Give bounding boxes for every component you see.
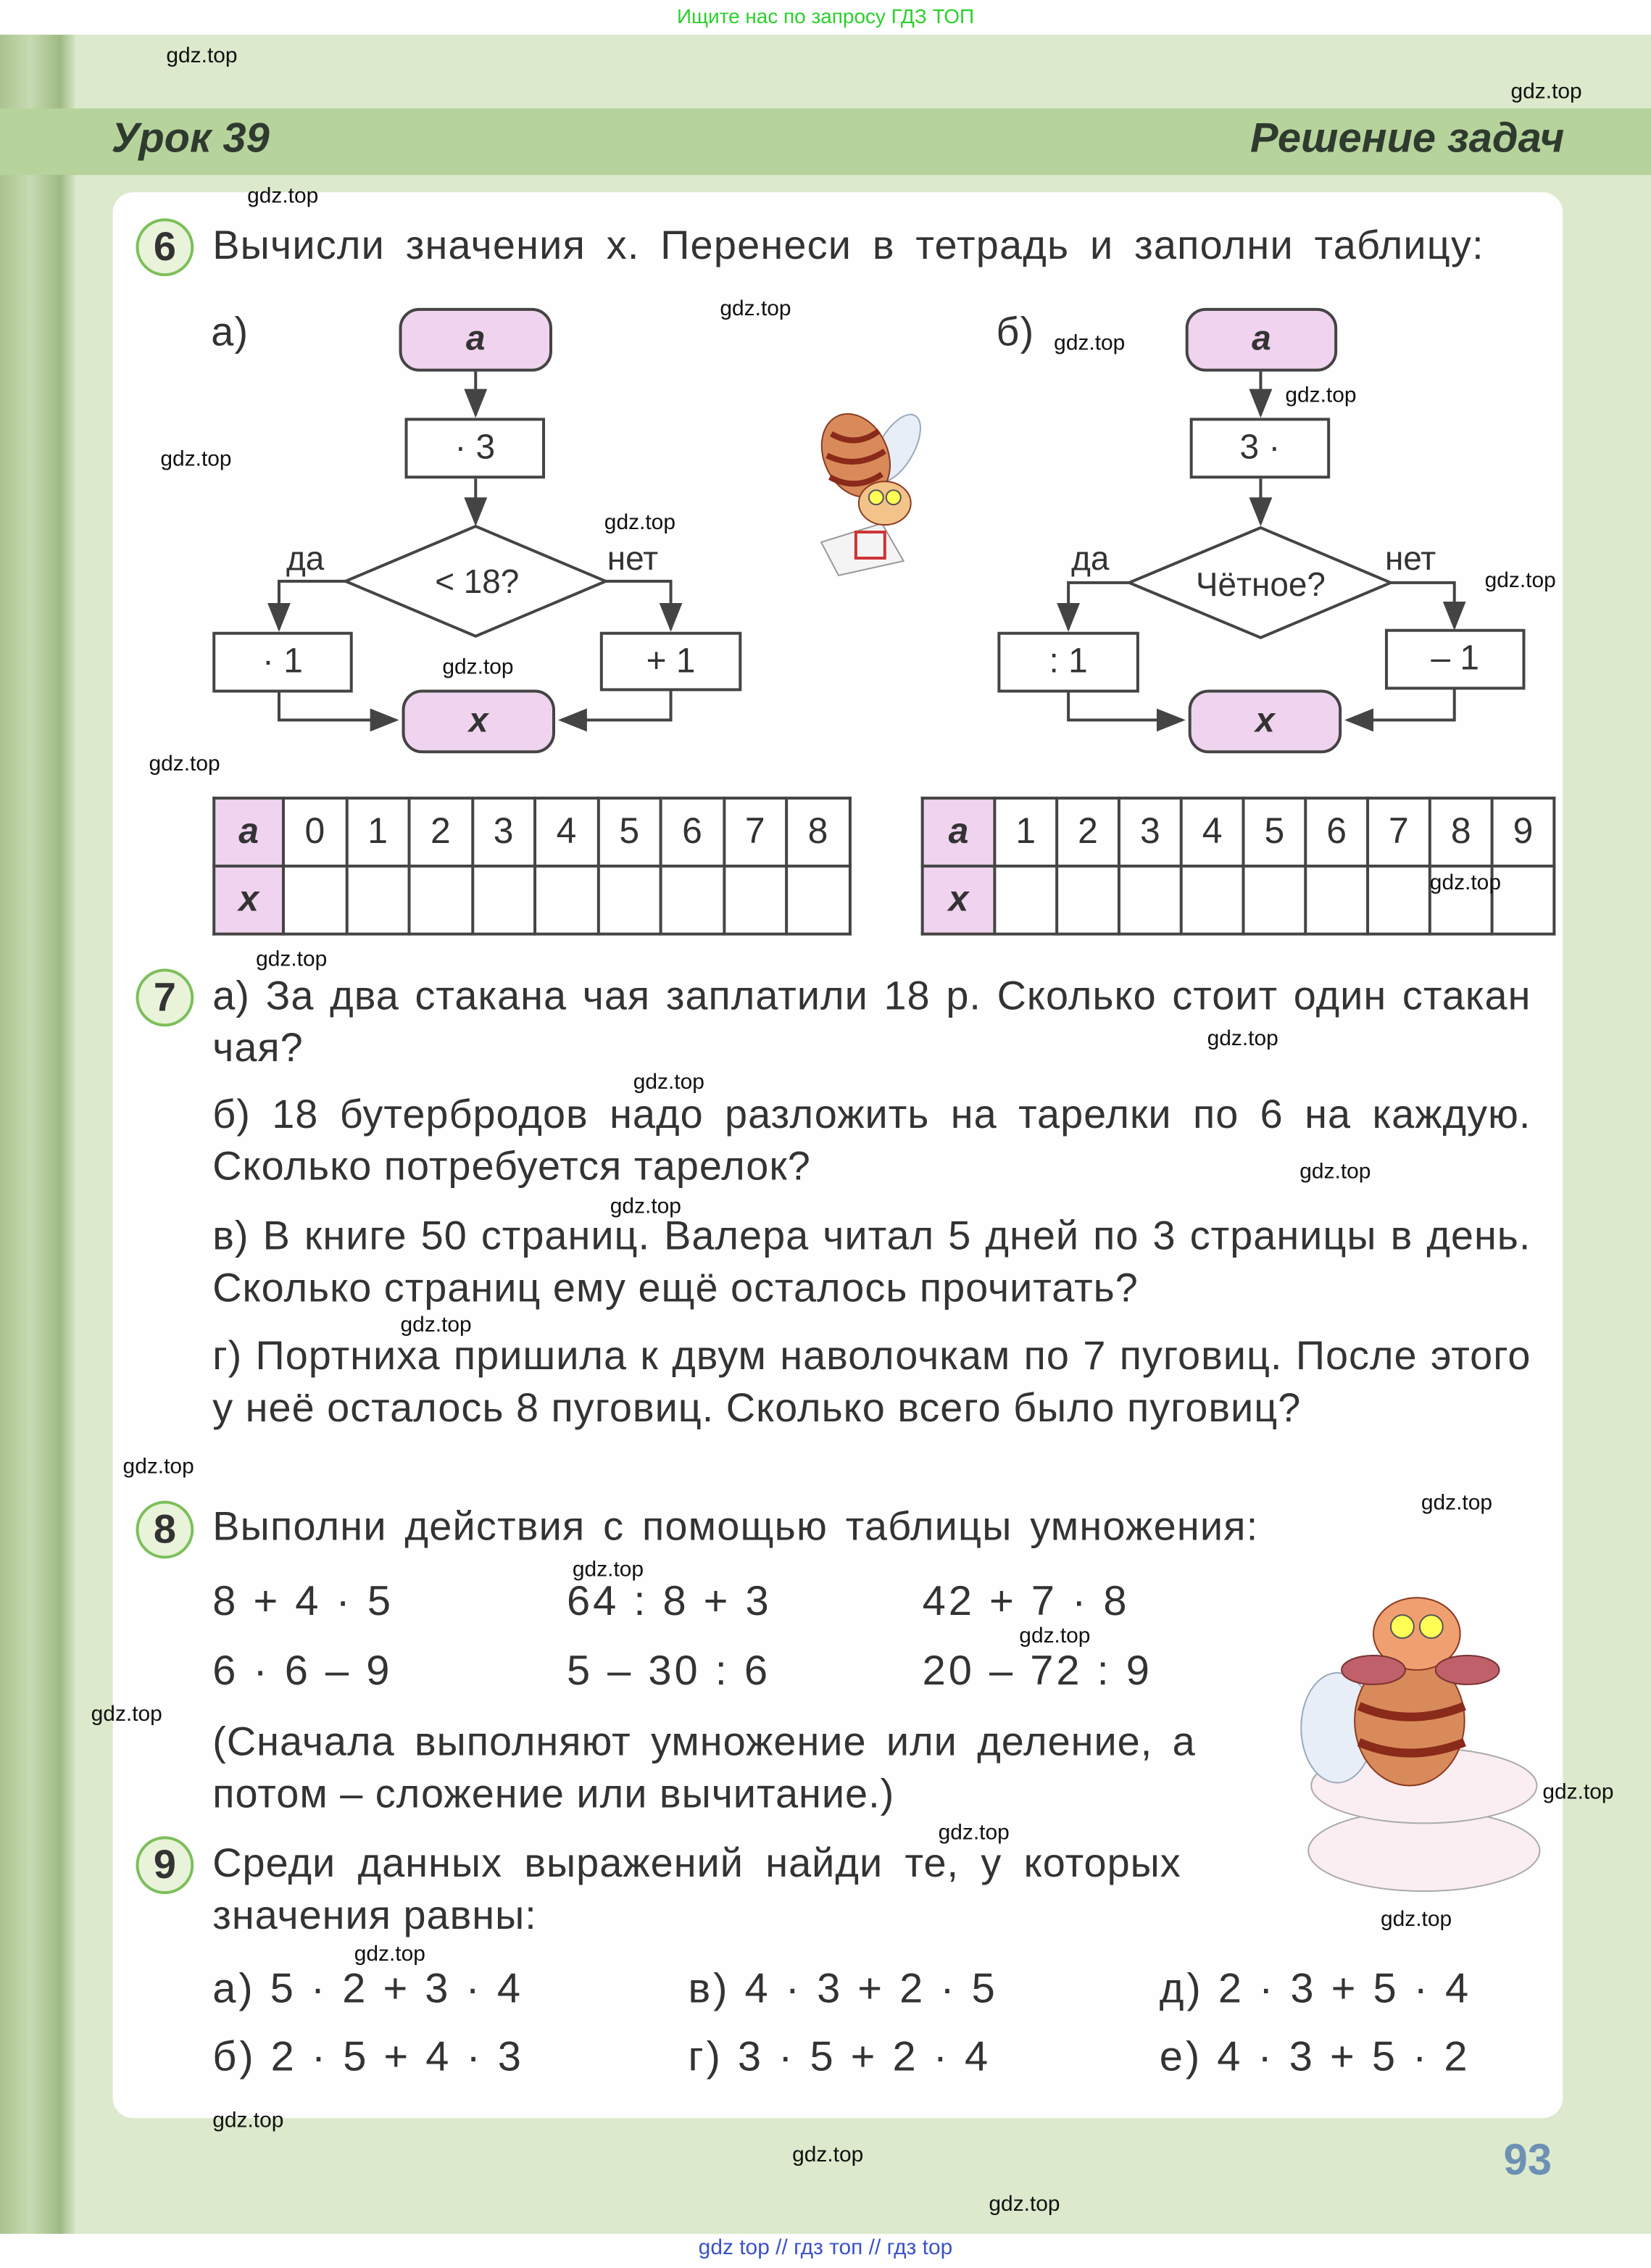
watermark[interactable]: gdz.top [122,1454,194,1479]
task9-expression: б) 2 · 5 + 4 · 3 [212,2034,524,2081]
x-empty-cell[interactable] [1243,866,1305,934]
start-node-a: a [399,308,552,372]
a-value-cell: 2 [409,798,473,866]
lesson-title: Урок 39 [111,115,270,162]
bee-with-sausages-illustration [1294,1569,1554,1901]
task6-text: Вычисли значения x. Перенеси в тетрадь и заполни таблицу: [212,223,1484,268]
x-empty-cell[interactable] [346,866,409,934]
task9-expression: а) 5 · 2 + 3 · 4 [212,1966,524,2013]
watermark[interactable]: gdz.top [149,752,220,777]
start-node-b: a [1186,308,1337,372]
watermark[interactable]: gdz.top [166,43,238,68]
task8-text: Выполни действия с помощью таблицы умножения: [212,1503,1259,1549]
watermark[interactable]: gdz.top [604,510,675,536]
a-value-cell: 7 [1368,798,1430,866]
table-row-a [923,798,1555,866]
watermark[interactable]: gdz.top [1054,331,1126,356]
no-operation-a: + 1 [600,632,741,691]
row-header-x: x [214,866,283,934]
row-header-a: a [923,798,995,866]
x-empty-cell[interactable] [472,866,535,934]
a-value-cell: 6 [1305,798,1368,866]
task7-item-b: б) 18 бутербродов надо разложить на тарелки по 6 на каждую. Сколько потребуется тарелок? [212,1092,1531,1189]
x-empty-cell[interactable] [661,866,724,934]
watermark[interactable]: gdz.top [720,296,791,321]
x-empty-cell[interactable] [994,866,1057,934]
operation-box-a: · 3 [405,418,545,478]
watermark[interactable]: gdz.top [442,655,514,680]
watermark[interactable]: gdz.top [1542,1779,1614,1805]
watermark[interactable]: gdz.top [247,183,319,209]
flowchart-a-label: а) [211,309,249,354]
operation-box-b: 3 · [1190,418,1330,478]
x-empty-cell[interactable] [598,866,661,934]
a-value-cell: 1 [346,798,409,866]
no-operation-b: – 1 [1385,629,1525,690]
watermark[interactable]: gdz.top [610,1194,681,1219]
watermark[interactable]: gdz.top [1510,79,1582,104]
bee-with-notebook-illustration [795,405,939,578]
row-header-a: a [214,798,283,866]
task9-text: Среди данных выражений найди те, у которых значения равны: [212,1840,1181,1937]
watermark[interactable]: gdz.top [1019,1624,1091,1649]
a-value-cell: 7 [723,798,786,866]
task8-expression: 5 – 30 : 6 [566,1648,771,1695]
task9-expression: г) 3 · 5 + 2 · 4 [688,2034,991,2081]
task7-item-d: г) Портниха пришила к двум наволочкам по 7 пуговиц. После этого у неё осталось 8 пуговиц. Сколько всего было пуговиц? [212,1333,1531,1430]
a-value-cell: 5 [1243,798,1305,866]
top-banner-text[interactable]: Ищите нас по запросу ГДЗ ТОП [676,4,975,28]
x-empty-cell[interactable] [1368,866,1430,934]
a-value-cell: 3 [1119,798,1181,866]
x-empty-cell[interactable] [283,866,346,934]
watermark[interactable]: gdz.top [1429,870,1501,895]
yes-operation-a: · 1 [212,632,352,693]
x-empty-cell[interactable] [1492,866,1555,934]
a-value-cell: 4 [535,798,598,866]
task7-item-a: а) За два стакана чая заплатили 18 р. Сколько стоит один стакан чая? [212,973,1531,1071]
watermark[interactable]: gdz.top [938,1820,1010,1845]
x-empty-cell[interactable] [1305,866,1368,934]
task9-expression: е) 4 · 3 + 5 · 2 [1159,2034,1471,2081]
condition-a: < 18? [435,562,520,600]
a-value-cell: 2 [1057,798,1119,866]
task8-expression: 6 · 6 – 9 [212,1648,393,1695]
a-value-cell: 3 [472,798,535,866]
watermark[interactable]: gdz.top [354,1941,425,1966]
watermark[interactable]: gdz.top [1421,1490,1493,1516]
watermark[interactable]: gdz.top [400,1313,472,1338]
watermark[interactable]: gdz.top [256,947,328,972]
page-number: 93 [1503,2137,1552,2185]
watermark[interactable]: gdz.top [572,1557,644,1582]
task-number-6: 6 [136,218,194,276]
x-empty-cell[interactable] [1119,866,1181,934]
task8-expression: 42 + 7 · 8 [922,1579,1130,1626]
value-table-a [212,797,851,935]
row-header-x: x [923,866,995,934]
yes-operation-b: : 1 [997,632,1139,693]
task7-item-c: в) В книге 50 страниц. Валера читал 5 дней по 3 страницы в день. Сколько страниц ему ещё осталось прочитать? [212,1213,1531,1310]
no-label-a: нет [607,539,659,577]
yes-label-a: да [286,539,325,577]
watermark[interactable]: gdz.top [1207,1026,1278,1052]
a-value-cell: 1 [994,798,1057,866]
watermark[interactable]: gdz.top [212,2108,284,2133]
a-value-cell: 5 [598,798,661,866]
watermark[interactable]: gdz.top [91,1701,162,1727]
watermark[interactable]: gdz.top [1380,1907,1452,1932]
x-empty-cell[interactable] [786,866,849,934]
watermark[interactable]: gdz.top [633,1070,704,1095]
a-value-cell: 6 [661,798,724,866]
bottom-banner [0,2234,1651,2263]
task9-expression: д) 2 · 3 + 5 · 4 [1159,1966,1472,2013]
task-number-7: 7 [136,968,194,1026]
x-empty-cell[interactable] [535,866,598,934]
watermark[interactable]: gdz.top [792,2143,864,2168]
end-node-a: x [402,689,555,753]
task9-expression: в) 4 · 3 + 2 · 5 [688,1966,998,2013]
task8-note: (Сначала выполняют умножение или деление, а потом – сложение или вычитание.) [212,1719,1196,1816]
a-value-cell: 0 [283,798,346,866]
end-node-b: x [1189,689,1342,753]
a-value-cell: 9 [1492,798,1555,866]
no-label-b: нет [1384,539,1436,577]
a-value-cell: 8 [1430,798,1492,866]
watermark[interactable]: gdz.top [1299,1159,1371,1184]
watermark[interactable]: gdz.top [160,446,232,472]
topic-title: Решение задач [1250,115,1565,162]
table-row-a [214,798,849,866]
x-empty-cell[interactable] [1181,866,1244,934]
task8-expression: 20 – 72 : 9 [922,1648,1152,1695]
x-empty-cell[interactable] [723,866,786,934]
x-empty-cell[interactable] [1057,866,1119,934]
task8-expression: 64 : 8 + 3 [566,1579,772,1626]
watermark[interactable]: gdz.top [1484,568,1556,593]
watermark[interactable]: gdz.top [1285,383,1357,408]
value-table-b [921,797,1556,935]
task-number-9: 9 [136,1836,194,1894]
watermark[interactable]: gdz.top [989,2192,1060,2217]
x-empty-cell[interactable] [409,866,473,934]
a-value-cell: 4 [1181,798,1244,866]
task-number-8: 8 [136,1501,194,1559]
flowchart-b-label: б) [996,309,1035,354]
bottom-banner-text[interactable]: gdz top // гдз топ // гдз top [698,2235,953,2260]
condition-b: Чётное? [1195,565,1326,603]
yes-label-b: да [1071,539,1110,577]
task8-expression: 8 + 4 · 5 [212,1579,394,1626]
a-value-cell: 8 [786,798,849,866]
table-row-x [214,866,849,934]
